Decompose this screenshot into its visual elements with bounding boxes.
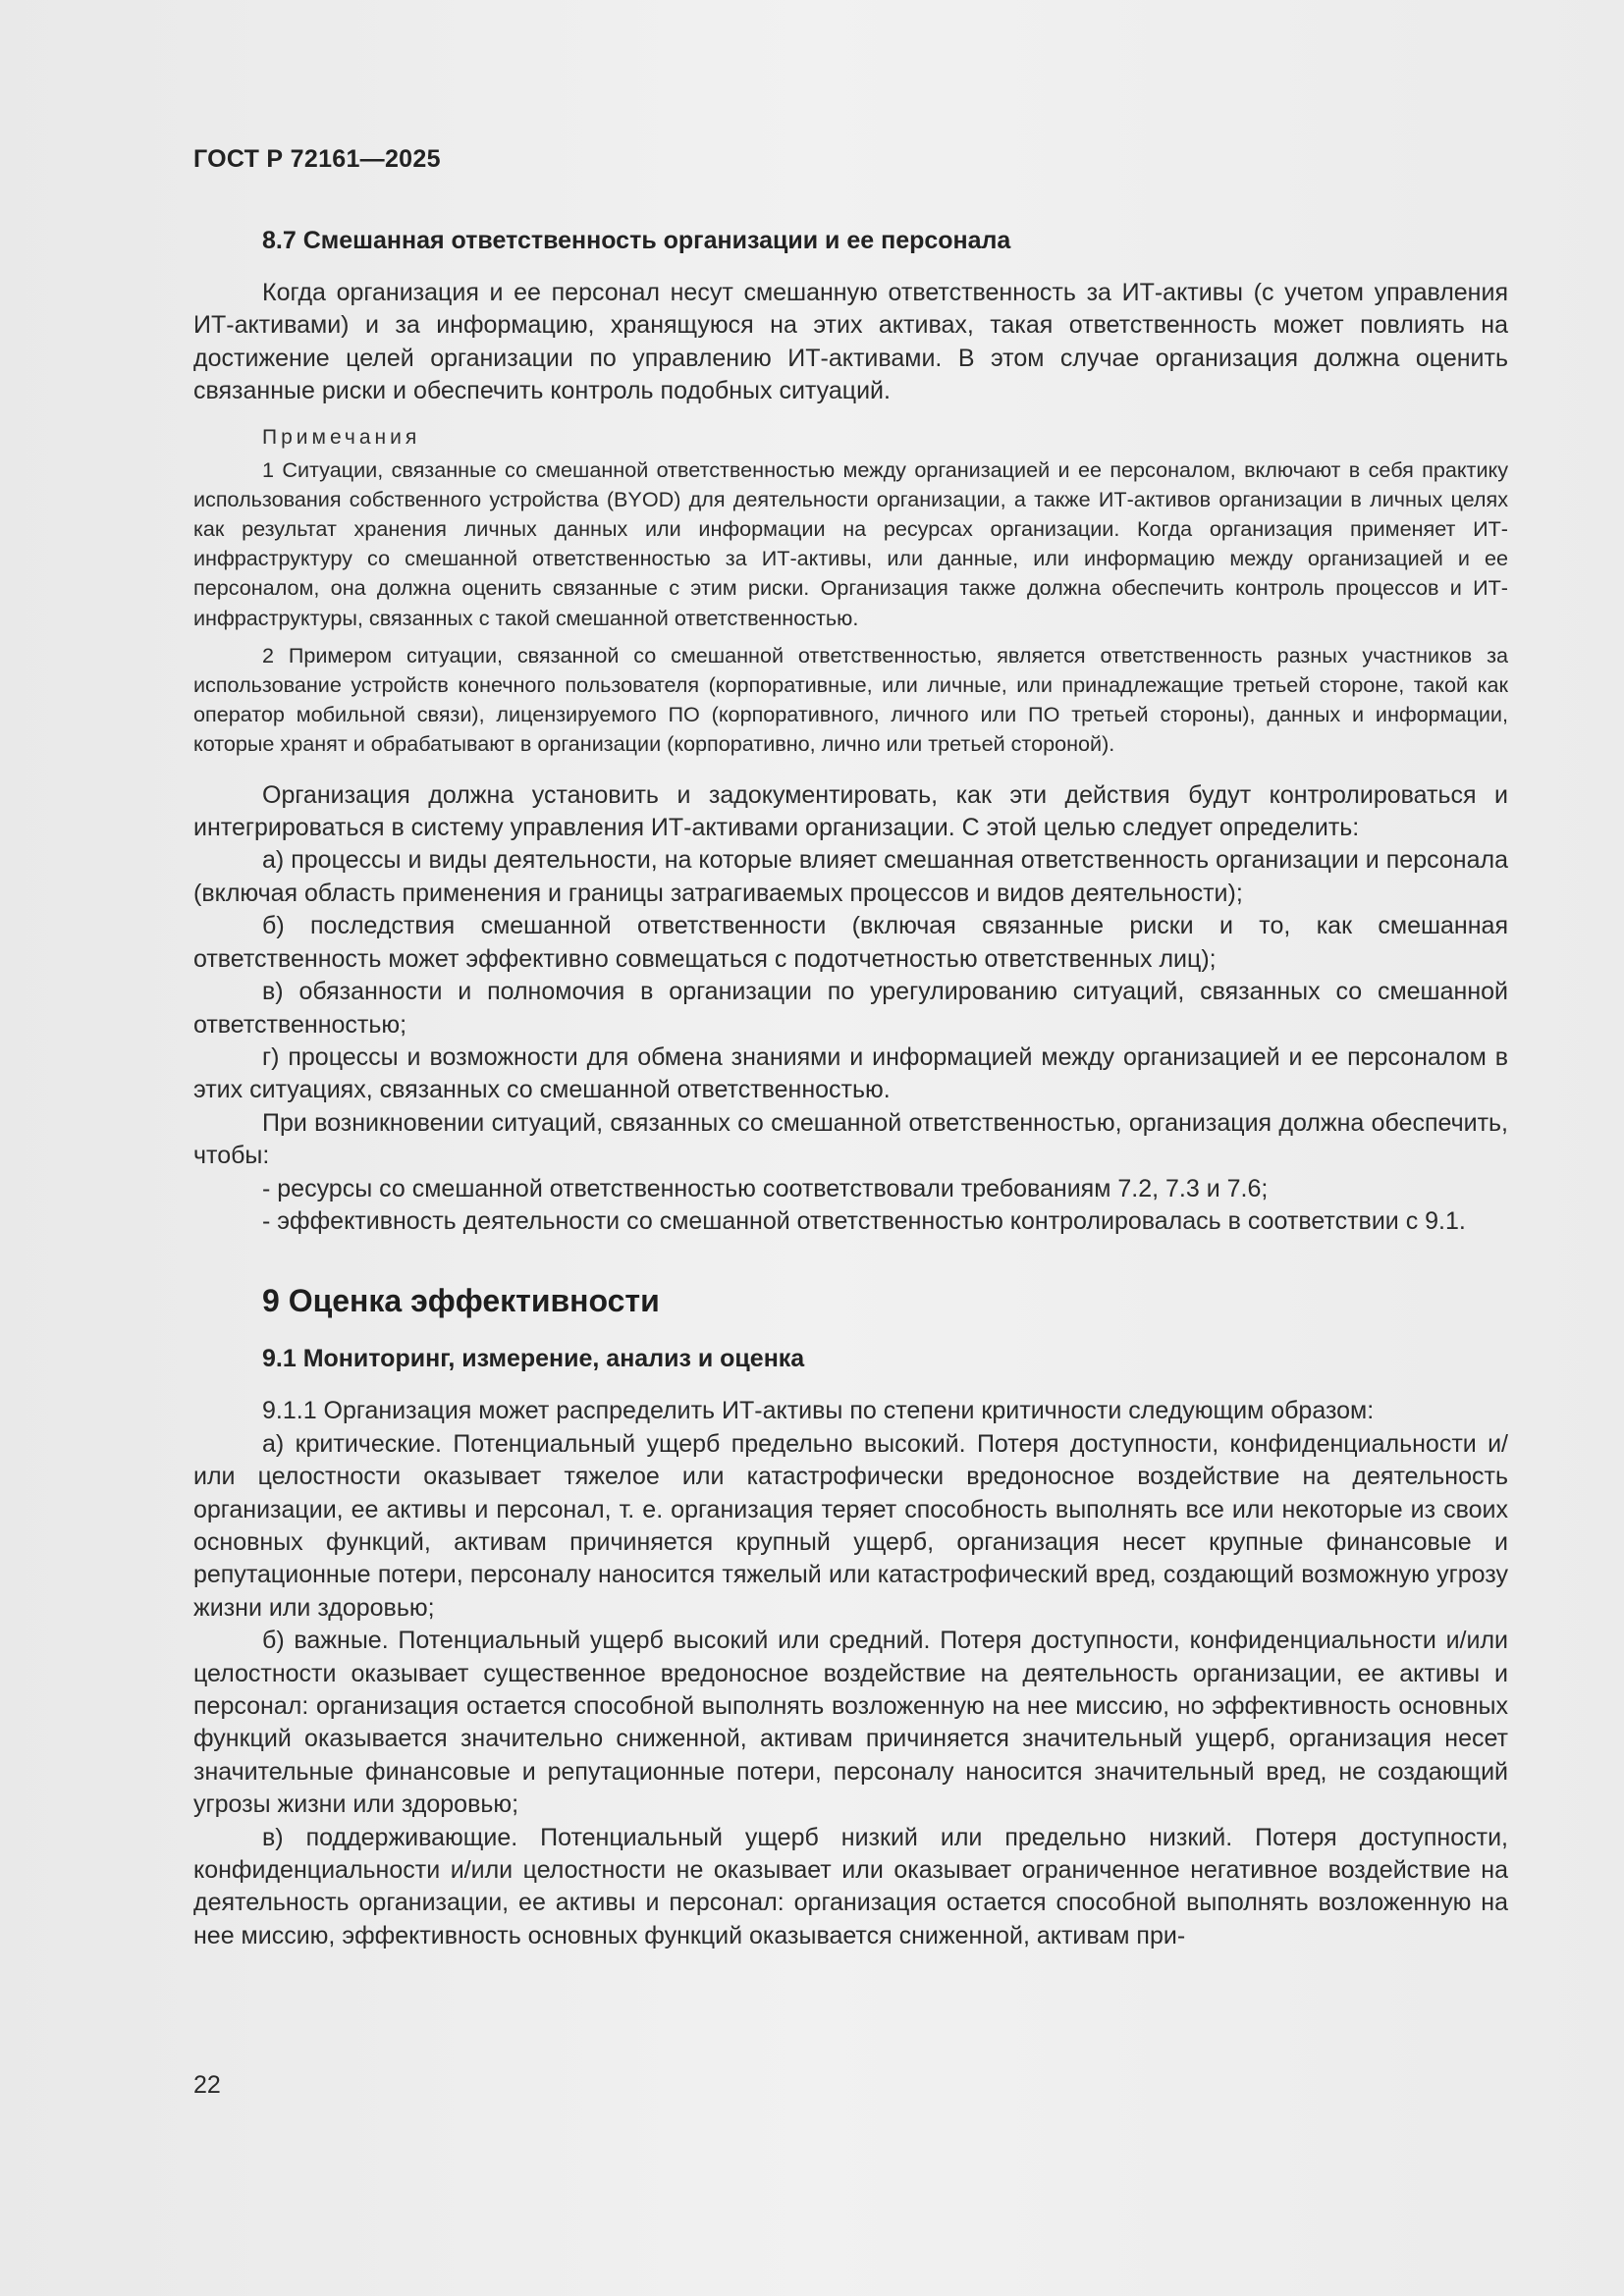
paragraph: При возникновении ситуаций, связанных со смешанной ответственностью, организация должна обеспечить, чтобы:	[193, 1108, 1508, 1170]
section-9-1-heading: 9.1 Мониторинг, измерение, анализ и оценка	[262, 1345, 805, 1373]
page-number: 22	[193, 2071, 221, 2099]
section-8-7-intro: Когда организация и ее персонал несут смешанную ответственность за ИТ-активы (с учетом управления ИТ-активами) и за информацию, хранящуюся на этих активах, такая ответственность может повлиять на достижение целей организации по управлению ИТ-активами. В этом случае организация должна оценить связанные риски и обеспечить контроль подобных ситуаций.	[193, 279, 1508, 405]
note-2: 2 Примером ситуации, связанной со смешанной ответственностью, является ответственность разных участников за использование устройств конечного пользователя (корпоративные, или личные, или принадлежащие третьей стороне, такой как оператор мобильной связи), лицензируемого ПО (корпоративного, личного или ПО третьей стороны), данных и информации, которые хранят и обрабатывают в организации (корпоративно, лично или третьей стороной).	[193, 642, 1508, 757]
list-item-a: а) критические. Потенциальный ущерб предельно высокий. Потеря доступности, конфиденциальности и/или целостности оказывает тяжелое или катастрофически вредоносное воздействие на деятельность организации, ее активы и персонал, т. е. организация теряет способность выполнять все или некоторые из своих основных функций, активам причиняется крупный ущерб, организация несет крупные финансовые и репутационные потери, персоналу наносится тяжелый или катастрофический вред, создающий возможную угрозу жизни или здоровью;	[193, 1429, 1508, 1622]
section-9-heading: 9 Оценка эффективности	[262, 1283, 660, 1319]
list-item-b: б) последствия смешанной ответственности (включая связанные риски и то, как смешанная ответственность может эффективно совмещаться с подотчетностью ответственных лиц);	[193, 912, 1508, 973]
notes-title: Примечания	[262, 425, 421, 449]
list-item-a: а) процессы и виды деятельности, на которые влияет смешанная ответственность организации и персонала (включая область применения и границы затрагиваемых процессов и видов деятельности);	[193, 846, 1508, 907]
list-item-v: в) обязанности и полномочия в организации по урегулированию ситуаций, связанных со смешанной ответственностью;	[193, 978, 1508, 1039]
paragraph: 9.1.1 Организация может распределить ИТ-активы по степени критичности следующим образом:	[262, 1397, 1375, 1425]
section-8-7-heading: 8.7 Смешанная ответственность организации и ее персонала	[262, 227, 1011, 254]
paragraph: Организация должна установить и задокументировать, как эти действия будут контролироваться и интегрироваться в систему управления ИТ-активами организации. С этой целью следует определить:	[193, 780, 1508, 842]
note-1: 1 Ситуации, связанные со смешанной ответственностью между организацией и ее персоналом, включают в себя практику использования собственного устройства (BYOD) для деятельности организации, а также ИТ-активов организации в личных целях как результат хранения личных данных или информации на ресурсах организации. Когда организация применяет ИТ-инфраструктуру со смешанной ответственностью за ИТ-активы, или данные, или информацию между организацией и ее персоналом, она должна оценить связанные с этим риски. Организация также должна обеспечить контроль процессов и ИТ-инфраструктуры, связанных с такой смешанной ответственностью.	[193, 456, 1508, 630]
document-id-header: ГОСТ Р 72161—2025	[193, 145, 441, 173]
list-item-b: б) важные. Потенциальный ущерб высокий или средний. Потеря доступности, конфиденциальности и/или целостности оказывает существенное вредоносное воздействие на деятельность организации, ее активы и персонал: организация остается способной выполнять возложенную на нее миссию, но эффективность основных функций оказывается значительно сниженной, активам причиняется значительный ущерб, организация несет значительные финансовые и репутационные потери, персоналу наносится значительный вред, не создающий угрозы жизни или здоровью;	[193, 1627, 1508, 1819]
list-item-g: г) процессы и возможности для обмена знаниями и информацией между организацией и ее персоналом в этих ситуациях, связанных со смешанной ответственностью.	[193, 1042, 1508, 1104]
dash-item: - эффективность деятельности со смешанной ответственностью контролировалась в соответствии с 9.1.	[262, 1206, 1466, 1235]
list-item-v: в) поддерживающие. Потенциальный ущерб низкий или предельно низкий. Потеря доступности, конфиденциальности и/или целостности не оказывает или оказывает ограниченное негативное воздействие на деятельность организации, ее активы и персонал: организация остается способной выполнять возложенную на нее миссию, эффективность основных функций оказывается сниженной, активам при-	[193, 1823, 1508, 1949]
page-content	[193, 145, 1508, 1952]
dash-item: - ресурсы со смешанной ответственностью соответствовали требованиям 7.2, 7.3 и 7.6;	[262, 1174, 1269, 1202]
